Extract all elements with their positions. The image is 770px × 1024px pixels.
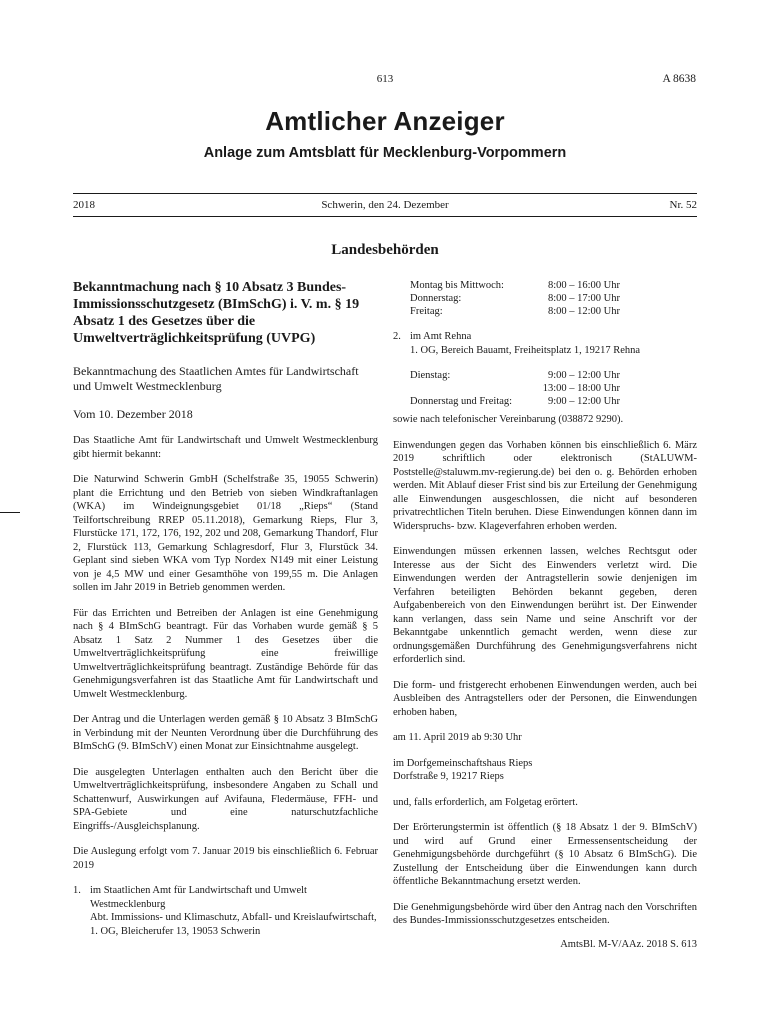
article-date: Vom 10. Dezember 2018 — [73, 407, 193, 421]
list-item-number: 2. — [393, 331, 401, 342]
list-item-line: Abt. Immissions- und Klimaschutz, Abfall- und Kreislaufwirtschaft, 1. OG, Bleicherufer 13, 19053 Schwerin — [90, 912, 377, 937]
hours-time: 9:00 – 12:00 Uhr — [547, 370, 620, 381]
paragraph: Der Antrag und die Unterlagen werden gemäß § 10 Absatz 3 BImSchG in Verbindung mit der Neunten Verordnung über die Durchführung des BImSchG (9. BImSchV) einen Monat zur Einsichtnahme ausgelegt. — [73, 714, 378, 752]
venue-line: im Dorfgemeinschaftshaus Rieps — [393, 757, 533, 769]
paragraph: Die Genehmigungsbehörde wird über den Antrag nach den Vorschriften des Bundes-Immissionsschutzgesetzes entscheiden. — [393, 901, 697, 926]
hours-time: 8:00 – 16:00 Uhr — [547, 280, 620, 291]
list-item-line: im Amt Rehna — [410, 331, 472, 342]
gazette-reference: AmtsBl. M-V/AAz. 2018 S. 613 — [560, 938, 697, 950]
article-heading: Bekanntmachung nach § 10 Absatz 3 Bundes-Immissionsschutzgesetz (BImSchG) i. V. m. § 19 Absatz 1 des Gesetzes über die Umweltverträglichkeitsprüfung (UVPG) — [73, 280, 360, 346]
hours-row — [410, 382, 620, 395]
hours-day: Donnerstag: — [410, 293, 462, 304]
hours-time: 8:00 – 12:00 Uhr — [547, 306, 620, 317]
paragraph: Die Naturwind Schwerin GmbH (Schelfstraße 35, 19055 Schwerin) plant die Errichtung und den Betrieb von sieben Windkraftanlagen (WKA) im Windeignungsgebiet 01/18 „Rieps“ (Stand Teilfortschreibung RREP 05.11.2018), Gemarkung Rieps, Flur 3, Flurstücke 171, 172, 176, 192, 202 und 208, Gemarkung Thandorf, Flur 2, Flurstück 113, Gemarkung Schlagresdorf, Flur 3, Flurstück 34. Geplant sind sieben WKA vom Typ Nordex N149 mit einer Leistung von je 4,5 MW und einer Gesamthöhe von 199,55 m. Die Anlagen sollen im Jahr 2019 in Betrieb genommen werden. — [73, 474, 378, 593]
hours-day — [410, 382, 529, 395]
hours-row — [410, 279, 620, 292]
issue-place-date: Schwerin, den 24. Dezember — [321, 199, 449, 211]
venue-line: Dorfstraße 9, 19217 Rieps — [393, 771, 504, 782]
opening-hours — [393, 279, 697, 318]
issue-number: Nr. 52 — [669, 199, 697, 211]
margin-mark — [0, 512, 20, 513]
list-item — [393, 330, 697, 357]
publication-title: Amtlicher Anzeiger — [265, 106, 505, 136]
paragraph: Einwendungen gegen das Vorhaben können bis einschließlich 6. März 2019 schriftlich oder elektronisch (StALUWM-Poststelle@staluwm.mv-regierung.de) bei den o. g. Behörden erhoben werden. Mit Ablauf dieser Frist sind bis zur Erteilung der Genehmigung alle Einwendungen ausgeschlossen, die nicht auf besonderen privatrechtlichen Titeln beruhen. Diese Einwendungen können dann im Widerspruchs- bzw. Klageverfahren erhoben werden. — [393, 439, 697, 532]
list-item-line: 1. OG, Bereich Bauamt, Freiheitsplatz 1, 19217 Rehna — [410, 344, 641, 356]
list-item — [73, 884, 378, 938]
bottom-rule — [73, 216, 697, 217]
hours-time: 9:00 – 12:00 Uhr — [547, 396, 620, 407]
hours-day: Freitag: — [410, 306, 443, 317]
paragraph: Für das Errichten und Betreiben der Anlagen ist eine Genehmigung nach § 4 BImSchG beantragt. Für das Vorhaben wurde gemäß § 5 Absatz 1 Satz 2 Nummer 1 des Gesetzes über die Umweltverträglichkeitsprüfung eine freiwillige Umweltverträglichkeitsprüfung beantragt. Zuständige Behörde für das Genehmigungsverfahren ist das Staatliche Amt für Landwirtschaft und Umwelt Westmecklenburg. — [73, 607, 378, 700]
issue-year: 2018 — [73, 199, 95, 211]
paragraph: Das Staatliche Amt für Landwirtschaft und Umwelt Westmecklenburg gibt hiermit bekannt: — [73, 435, 378, 460]
phone-note: sowie nach telefonischer Vereinbarung (038872 9290). — [393, 414, 624, 425]
hours-day: Montag bis Mittwoch: — [410, 280, 504, 291]
hours-row — [410, 305, 620, 318]
hours-time: 13:00 – 18:00 Uhr — [542, 383, 620, 394]
paragraph: Einwendungen müssen erkennen lassen, welches Rechtsgut oder Interesse aus der Sicht des Einwenders verletzt wird. Die Einwendungen werden der Antragstellerin sowie denjenigen im Verfahren beteiligten Behörden bekannt gegeben, deren Aufgabenbereich von den Einwendungen berührt ist. Der Einwender kann verlangen, dass sein Name und seine Anschrift vor der Bekanntgabe unkenntlich gemacht werden, wenn diese zur ordnungsgemäßen Durchführung des Genehmigungsverfahrens nicht erforderlich sind. — [393, 546, 697, 665]
paragraph: und, falls erforderlich, am Folgetag erörtert. — [393, 796, 578, 808]
hearing-date: am 11. April 2019 ab 9:30 Uhr — [393, 732, 522, 743]
hours-day: Donnerstag und Freitag: — [410, 396, 513, 407]
top-rule — [73, 193, 697, 194]
hours-day: Dienstag: — [410, 370, 451, 381]
hours-row — [410, 395, 620, 408]
left-column — [73, 279, 378, 938]
opening-hours — [393, 369, 697, 408]
hours-time: 8:00 – 17:00 Uhr — [547, 293, 620, 304]
publication-subtitle: Anlage zum Amtsblatt für Mecklenburg-Vorpommern — [203, 145, 567, 161]
paragraph: Die Auslegung erfolgt vom 7. Januar 2019 bis einschließlich 6. Februar 2019 — [73, 846, 378, 871]
page-code: A 8638 — [662, 73, 696, 85]
paragraph: Der Erörterungstermin ist öffentlich (§ 18 Absatz 1 der 9. BImSchV) und wird auf Grund einer Ermessensentscheidung der Genehmigungsbehörde durchgeführt (§ 10 Absatz 6 BImSchG). Die Zustellung der Entscheidung über die Einwendungen kann durch öffentliche Bekanntmachung ersetzt werden. — [393, 822, 697, 887]
article-intro: Bekanntmachung des Staatlichen Amtes für Landwirtschaft und Umwelt Westmecklenburg — [73, 364, 359, 393]
section-title: Landesbehörden — [331, 242, 439, 258]
hours-row — [410, 292, 620, 305]
hours-row — [410, 369, 620, 382]
right-column — [393, 279, 697, 951]
list-item-number: 1. — [73, 885, 81, 896]
paragraph: Die ausgelegten Unterlagen enthalten auch den Bericht über die Umweltverträglichkeitsprüfung, insbesondere Angaben zu Schall und Schattenwurf, Auswirkungen auf Avifauna, Fledermäuse, FFH- und SPA-Gebiete und eine naturschutzfachliche Eingriffs-/Ausgleichsplanung. — [73, 766, 378, 832]
paragraph: Die form- und fristgerecht erhobenen Einwendungen werden, auch bei Ausbleiben des Antragstellers oder der Personen, die Einwendungen erhoben haben, — [393, 679, 697, 718]
page-number: 613 — [376, 73, 394, 85]
list-item-line: im Staatlichen Amt für Landwirtschaft und Umwelt Westmecklenburg — [90, 885, 307, 910]
